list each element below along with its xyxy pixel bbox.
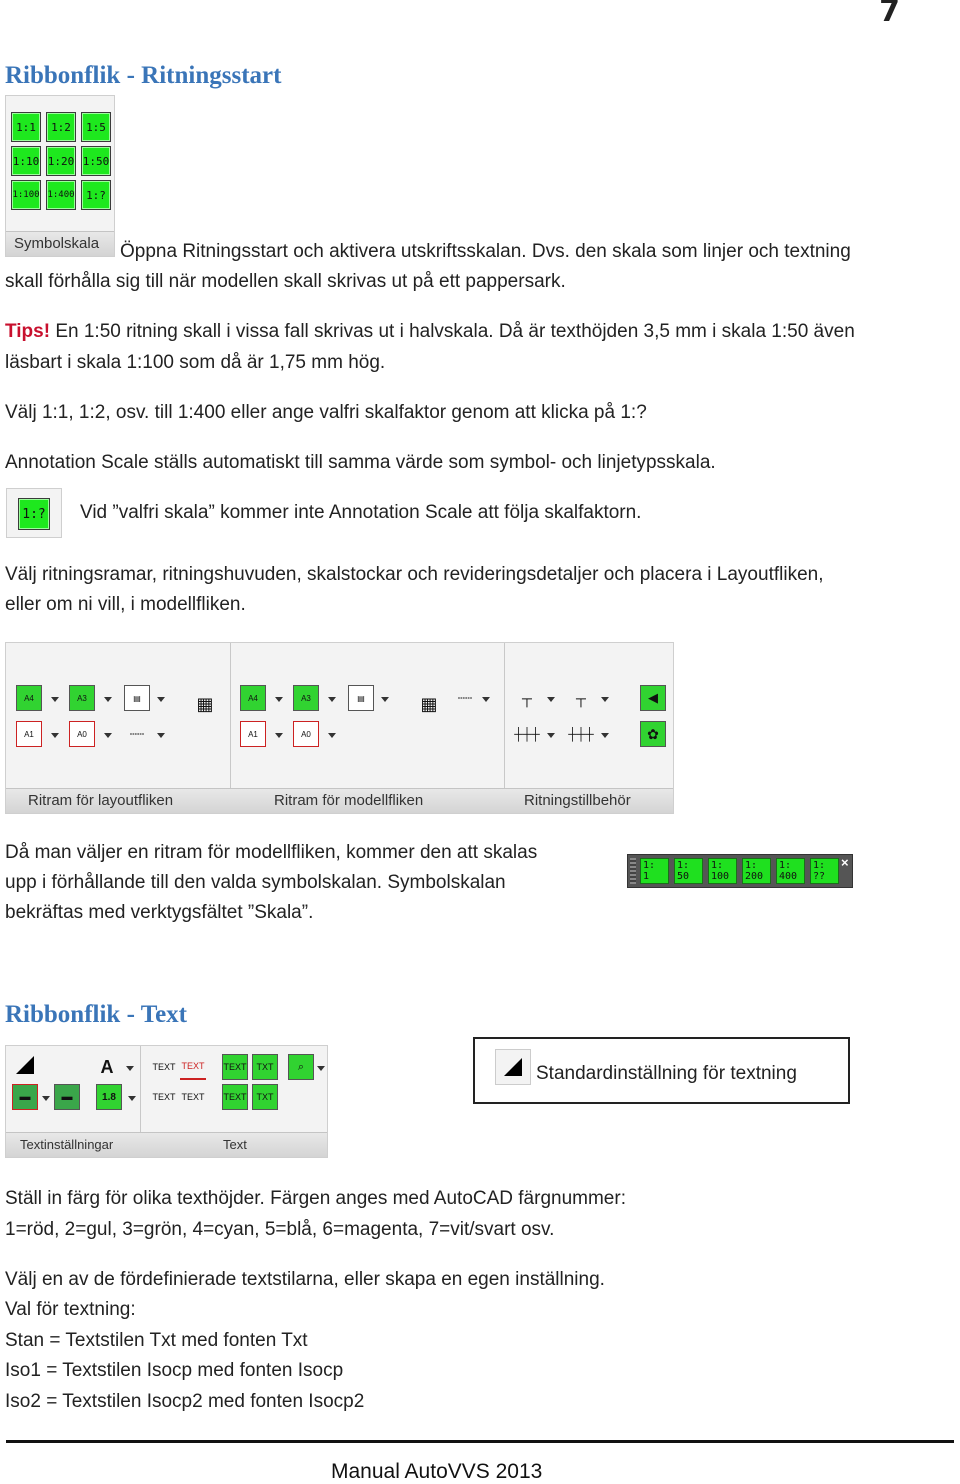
frame-a3-button[interactable]: A3 xyxy=(69,685,95,711)
chevron-down-icon[interactable] xyxy=(157,697,165,702)
chevron-down-icon[interactable] xyxy=(104,733,112,738)
skala-toolbar xyxy=(627,854,853,888)
tips-text: En 1:50 ritning skall i vissa fall skrivas ut i halvskala. Då är texthöjden 3,5 mm i skala 1:50 även xyxy=(50,321,855,342)
paragraph-intro-line2: skall förhålla sig till när modellen skall skrivas ut på ett pappersark. xyxy=(5,271,566,292)
scale-bar-icon[interactable]: ┄┄ xyxy=(129,727,145,741)
paragraph-custom-scale: Vid ”valfri skala” kommer inte Annotation Scale att följa skalfaktorn. xyxy=(80,502,642,523)
table-icon[interactable]: ▦ xyxy=(196,693,214,714)
paragraph-model-frame-line3: bekräftas med verktygsfältet ”Skala”. xyxy=(5,902,314,923)
model-scale-bar-icon[interactable]: ┄┄ xyxy=(457,691,473,705)
chevron-down-icon[interactable] xyxy=(328,697,336,702)
paragraph-text-styles: Välj en av de fördefinierade textstilarna, eller skapa en egen inställning. xyxy=(5,1269,605,1290)
symbolskala-footer: Symbolskala xyxy=(6,231,114,256)
layer-stack-icon[interactable]: ▬ xyxy=(54,1084,80,1110)
paragraph-color-line2: 1=röd, 2=gul, 3=grön, 4=cyan, 5=blå, 6=magenta, 7=vit/svart osv. xyxy=(5,1219,555,1240)
paragraph-option-iso1: Iso1 = Textstilen Isocp med fonten Isocp xyxy=(5,1360,344,1381)
scale-button-1-20[interactable]: 1:20 xyxy=(46,146,76,176)
chevron-down-icon[interactable] xyxy=(601,697,609,702)
scale-button-1-5[interactable]: 1:5 xyxy=(81,112,111,142)
text-ribbon xyxy=(5,1045,328,1158)
group-label-model: Ritram för modellfliken xyxy=(274,792,424,809)
section-heading-text: Ribbonflik - Text xyxy=(5,1001,188,1028)
chevron-down-icon[interactable] xyxy=(547,733,555,738)
break-line-icon[interactable]: ┼┼┼ xyxy=(568,727,594,741)
model-frame-a1-button[interactable]: A1 xyxy=(240,721,266,747)
paragraph-frames-line1: Välj ritningsramar, ritningshuvuden, skalstockar och revideringsdetaljer och placera i Layoutfliken, xyxy=(5,564,824,585)
ribbon-separator xyxy=(230,643,231,789)
frames-ribbon-footer xyxy=(6,788,673,813)
model-table-icon[interactable]: ▦ xyxy=(420,693,438,714)
scale-button-1-100[interactable]: 1:100 xyxy=(11,180,41,210)
scale-button-1-50[interactable]: 1:50 xyxy=(81,146,111,176)
tips-label: Tips! xyxy=(5,321,51,342)
close-icon[interactable]: × xyxy=(841,855,849,870)
chevron-down-icon[interactable] xyxy=(51,697,59,702)
paragraph-model-frame-line1: Då man väljer en ritram för modellfliken, kommer den att skalas xyxy=(5,842,538,863)
paragraph-intro-line1: Öppna Ritningsstart och aktivera utskriftsskalan. Dvs. den skala som linjer och textning xyxy=(120,241,851,262)
chevron-down-icon[interactable] xyxy=(547,697,555,702)
skala-button-400[interactable]: 1: 400 xyxy=(776,858,805,884)
paragraph-option-iso2: Iso2 = Textstilen Isocp2 med fonten Isocp2 xyxy=(5,1391,365,1412)
frame-a1-button[interactable]: A1 xyxy=(16,721,42,747)
chevron-down-icon[interactable] xyxy=(275,733,283,738)
scale-button-1-10[interactable]: 1:10 xyxy=(11,146,41,176)
chevron-down-icon[interactable] xyxy=(126,1066,134,1071)
callout-icon-frame xyxy=(495,1049,531,1085)
paragraph-model-frame-line2: upp i förhållande till den valda symbolskalan. Symbolskalan xyxy=(5,872,506,893)
model-title-block-icon[interactable]: ▤ xyxy=(348,685,374,711)
text-height-button[interactable]: 1.8 xyxy=(96,1084,122,1110)
chevron-down-icon[interactable] xyxy=(51,733,59,738)
model-frame-a4-button[interactable]: A4 xyxy=(240,685,266,711)
skala-button-50[interactable]: 1: 50 xyxy=(674,858,703,884)
group-label-text-settings: Textinställningar xyxy=(20,1137,114,1152)
footer-rule xyxy=(6,1440,954,1443)
text-green-multi-icon[interactable]: TEXT xyxy=(222,1084,248,1110)
text-edit-icon[interactable]: TEXT xyxy=(181,1092,205,1102)
scale-button-custom[interactable]: 1:? xyxy=(81,180,111,210)
custom-scale-icon[interactable]: 1:? xyxy=(18,498,50,530)
scale-button-1-2[interactable]: 1:2 xyxy=(46,112,76,142)
standard-text-callout xyxy=(473,1037,850,1104)
chevron-down-icon[interactable] xyxy=(275,697,283,702)
chevron-down-icon[interactable] xyxy=(601,733,609,738)
text-green-icon[interactable]: TEXT xyxy=(222,1054,248,1080)
ribbon-separator xyxy=(504,643,505,789)
chevron-down-icon[interactable] xyxy=(482,697,490,702)
skala-button-custom[interactable]: 1: ?? xyxy=(810,858,839,884)
find-text-icon[interactable]: ⌕ xyxy=(288,1054,314,1080)
chevron-down-icon[interactable] xyxy=(128,1096,136,1101)
title-block-icon[interactable]: ▤ xyxy=(124,685,150,711)
revision-cloud-icon[interactable]: ✿ xyxy=(640,721,666,747)
text-underline-icon[interactable]: TEXT xyxy=(180,1054,206,1080)
frames-ribbon xyxy=(5,642,674,814)
skala-button-100[interactable]: 1: 100 xyxy=(708,858,737,884)
skala-button-1[interactable]: 1: 1 xyxy=(640,858,669,884)
text-ribbon-footer xyxy=(6,1132,327,1157)
north-arrow-icon[interactable]: ┬ xyxy=(522,690,532,706)
custom-scale-icon-frame xyxy=(6,488,62,538)
group-label-accessories: Ritningstillbehör xyxy=(524,792,631,809)
frame-a0-button[interactable]: A0 xyxy=(69,721,95,747)
text-style-icon[interactable]: A xyxy=(100,1056,114,1077)
revision-flag-icon[interactable]: ◀ xyxy=(640,685,666,711)
group-label-text: Text xyxy=(223,1137,247,1152)
group-label-layout: Ritram för layoutfliken xyxy=(28,792,174,809)
paragraph-option-stan: Stan = Textstilen Txt med fonten Txt xyxy=(5,1330,308,1351)
chevron-down-icon[interactable] xyxy=(104,697,112,702)
symbolskala-panel xyxy=(5,95,115,257)
callout-text: Standardinställning för textning xyxy=(536,1063,797,1084)
paragraph-text-options: Val för textning: xyxy=(5,1299,136,1320)
model-frame-a3-button[interactable]: A3 xyxy=(293,685,319,711)
paragraph-frames-line2: eller om ni vill, i modellfliken. xyxy=(5,594,246,615)
text-green-alt-icon[interactable]: TXT xyxy=(252,1054,278,1080)
section-heading-ritningsstart: Ribbonflik - Ritningsstart xyxy=(5,62,282,89)
text-standard-icon[interactable] xyxy=(16,1056,34,1074)
text-single-icon[interactable]: TEXT xyxy=(152,1062,176,1072)
footer-title: Manual AutoVVS 2013 xyxy=(331,1460,543,1483)
model-frame-a0-button[interactable]: A0 xyxy=(293,721,319,747)
scale-button-1-1[interactable]: 1:1 xyxy=(11,112,41,142)
page-number: 7 xyxy=(879,0,900,29)
chevron-down-icon[interactable] xyxy=(157,733,165,738)
text-multi-icon[interactable]: TEXT xyxy=(152,1092,176,1102)
paragraph-annotation-scale: Annotation Scale ställs automatiskt till samma värde som symbol- och linjetypsskala. xyxy=(5,452,716,473)
frame-a4-button[interactable]: A4 xyxy=(16,685,42,711)
layer-color-icon[interactable]: ▬ xyxy=(12,1084,38,1110)
chevron-down-icon[interactable] xyxy=(317,1066,325,1071)
chevron-down-icon[interactable] xyxy=(328,733,336,738)
skala-button-200[interactable]: 1: 200 xyxy=(742,858,771,884)
toolbar-grip[interactable] xyxy=(630,858,636,884)
paragraph-choose-scale: Välj 1:1, 1:2, osv. till 1:400 eller ange valfri skalfaktor genom att klicka på 1:? xyxy=(5,402,647,423)
scale-button-1-400[interactable]: 1:400 xyxy=(46,180,76,210)
text-green-edit-icon[interactable]: TXT xyxy=(252,1084,278,1110)
dimension-line-icon[interactable]: ┼┼┼ xyxy=(514,727,540,741)
text-standard-icon[interactable] xyxy=(504,1058,522,1076)
ribbon-separator xyxy=(140,1046,141,1133)
chevron-down-icon[interactable] xyxy=(381,697,389,702)
paragraph-color-line1: Ställ in färg för olika texthöjder. Färgen anges med AutoCAD färgnummer: xyxy=(5,1188,626,1209)
paragraph-tips-line1 xyxy=(5,317,855,348)
paragraph-tips-line2: läsbart i skala 1:100 som då är 1,75 mm hög. xyxy=(5,352,386,373)
chevron-down-icon[interactable] xyxy=(42,1096,50,1101)
level-mark-icon[interactable]: ┬ xyxy=(576,690,586,706)
